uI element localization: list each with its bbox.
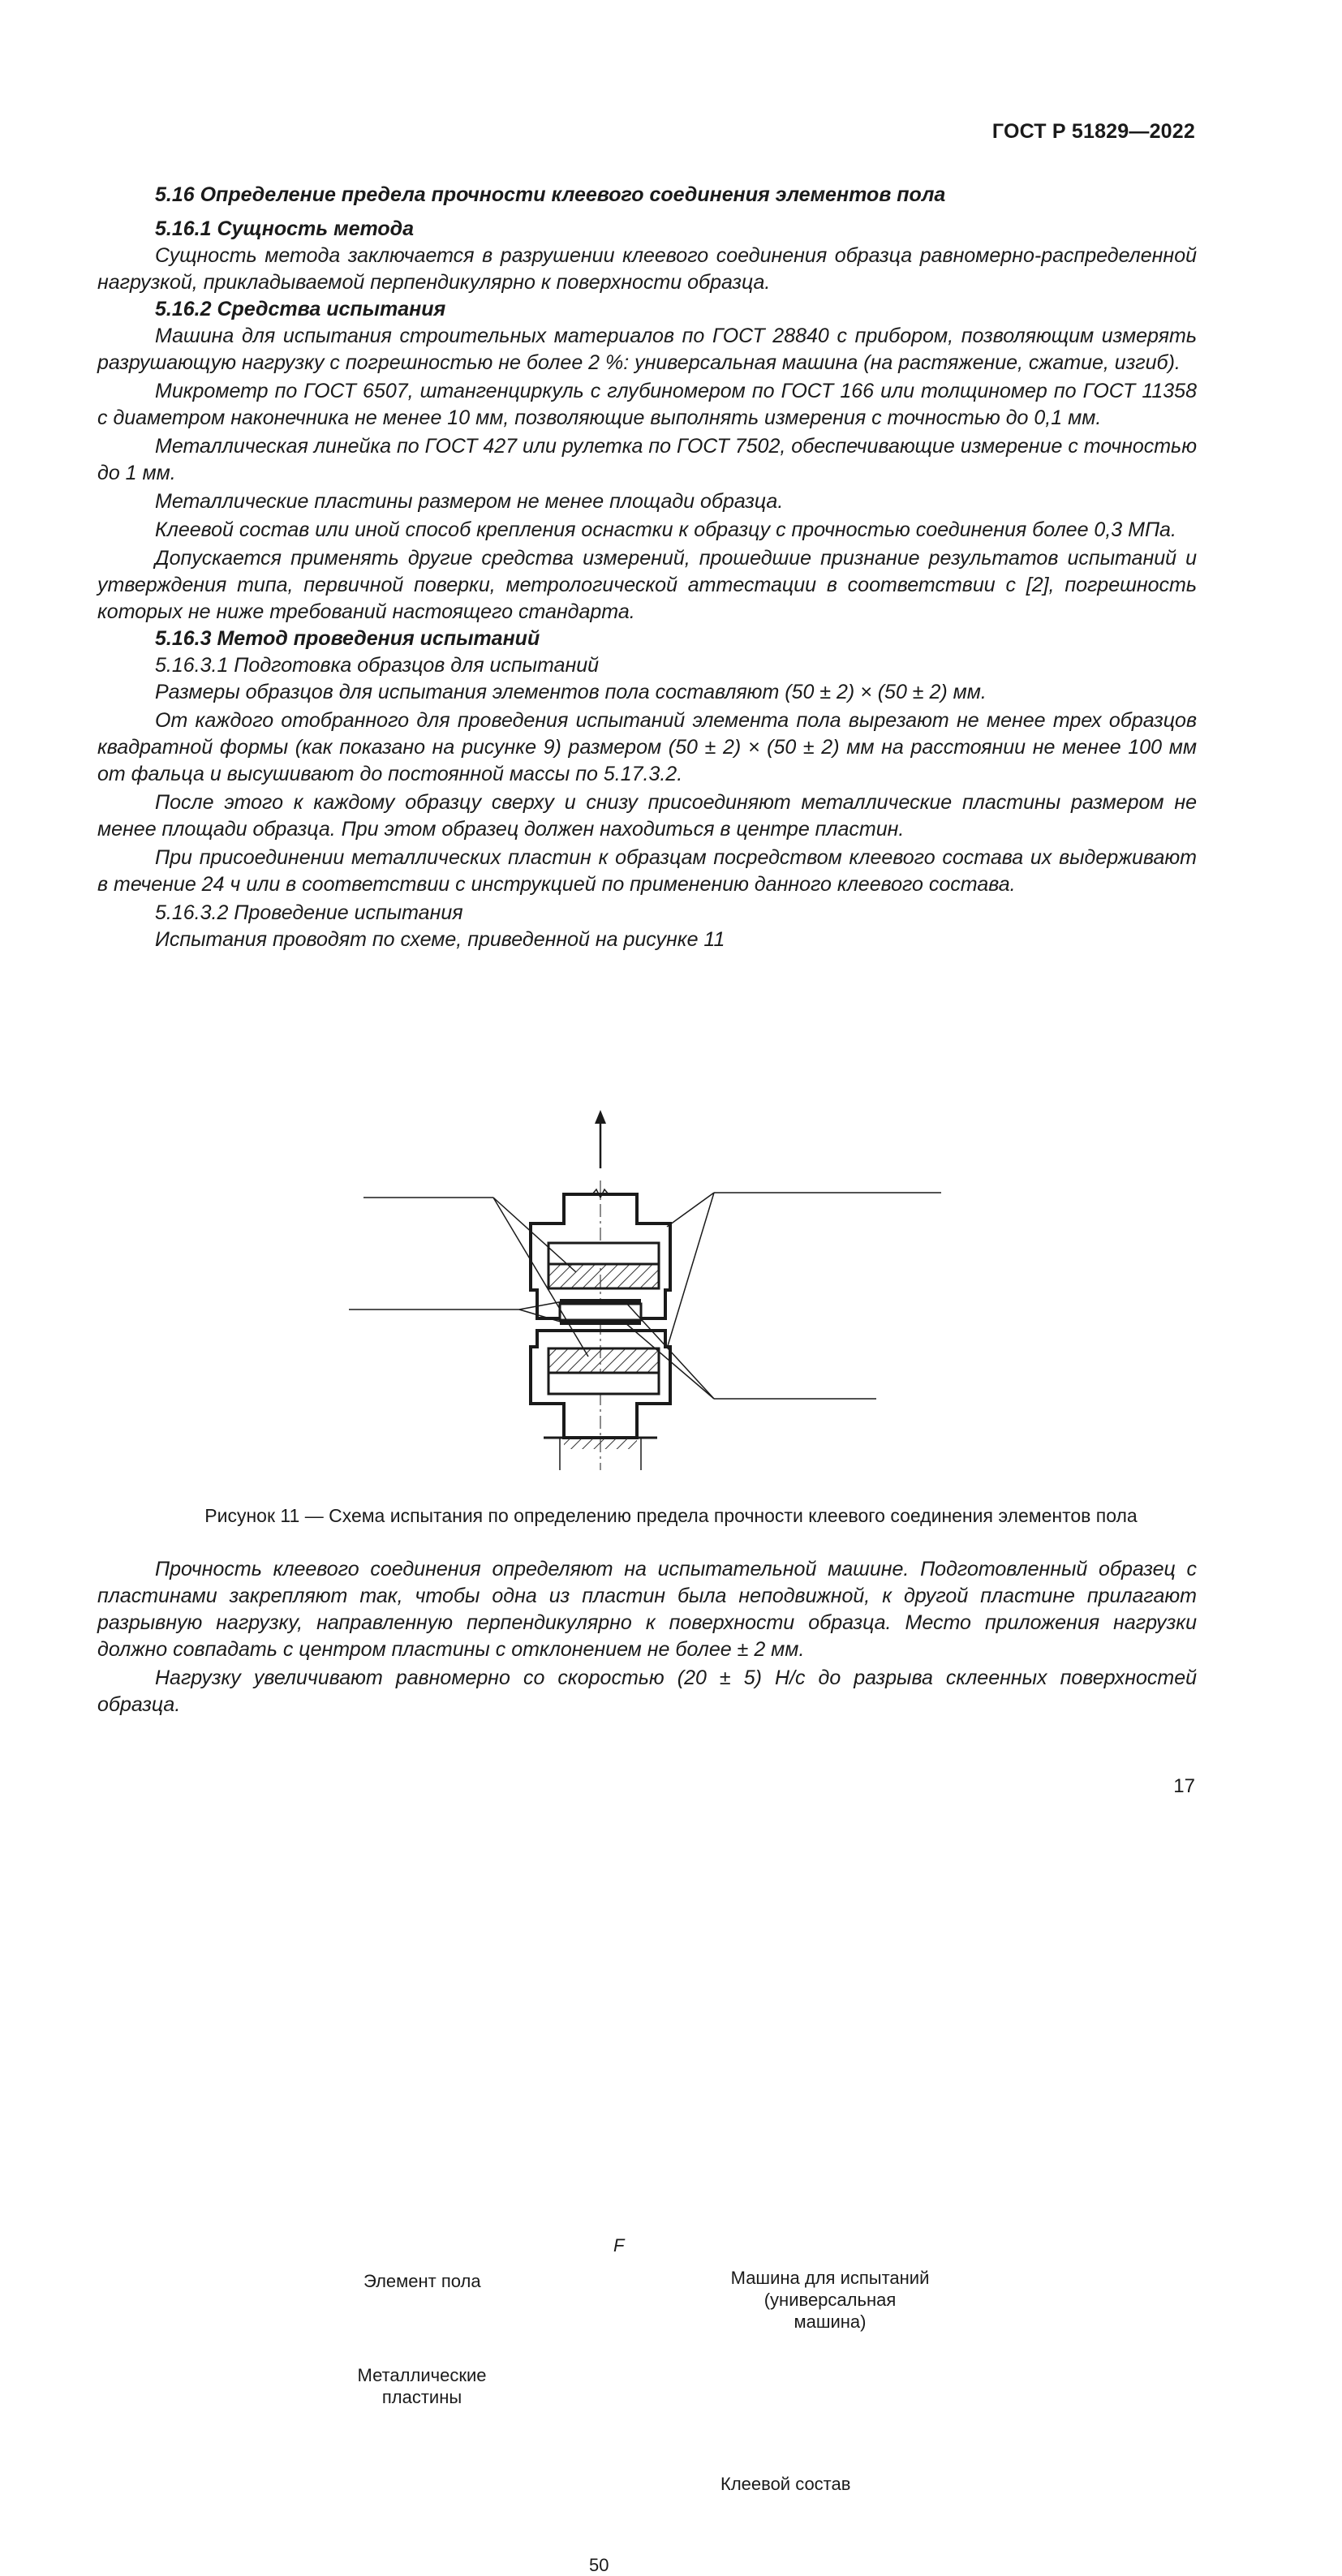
subsection-title: 5.16.1 Сущность метода	[155, 217, 415, 240]
subsection-title: 5.16.2 Средства испытания	[155, 298, 446, 320]
paragraph: При присоединении металлических пластин к образцам посредством клеевого состава их выдерживают в течение 24 ч или в соответствии с инструкцией по применению данного клеевого состава.	[97, 846, 1197, 896]
label-test-machine	[720, 2267, 940, 2333]
label-metal-plates	[351, 2364, 493, 2408]
paragraph: Металлическая линейка по ГОСТ 427 или рулетка по ГОСТ 7502, обеспечивающие измерение с точностью до 1 мм.	[97, 435, 1197, 484]
document-id: ГОСТ Р 51829—2022	[991, 120, 1195, 143]
paragraph: Машина для испытания строительных материалов по ГОСТ 28840 с прибором, позволяющим измерять разрушающую нагрузку с погрешностью не более 2 %: универсальная машина (на растяжение, сжатие, изгиб).	[97, 325, 1197, 374]
leader-plates-1	[519, 1301, 563, 1310]
page-number: 17	[1173, 1775, 1195, 1797]
leader-machine-1	[667, 1193, 714, 1227]
paragraph: Допускается применять другие средства измерений, прошедшие признание результатов испытаний и утверждения типа, первичной поверки, метрологической аттестации в соответствии с [2], погрешность которых не ниже требований настоящего стандарта.	[97, 547, 1197, 623]
main-text-continued	[97, 1556, 1197, 1718]
paragraph: Клеевой состав или иной способ крепления оснастки к образцу с прочностью соединения более 0,3 МПа.	[155, 518, 1176, 541]
paragraph: От каждого отобранного для проведения испытаний элемента пола вырезают не менее трех образцов квадратной формы (как показано на рисунке 9) размером (50 ± 2) × (50 ± 2) мм на расстоянии не менее 100 мм от фальца и высушивают до постоянной массы по 5.17.3.2.	[97, 709, 1197, 785]
subsection-title: 5.16.3 Метод проведения испытаний	[155, 627, 540, 650]
metal-plate-bottom	[560, 1320, 641, 1325]
paragraph: После этого к каждому образцу сверху и снизу присоединяют металлические пластины размером не менее площади образца. При этом образец должен находиться в центре пластин.	[97, 791, 1197, 841]
label-machine-line2: (универсальная	[763, 2290, 897, 2310]
upper-floor-element	[548, 1264, 659, 1288]
force-arrow-head	[595, 1110, 606, 1124]
figure-caption: Рисунок 11 — Схема испытания по определению предела прочности клеевого соединения элементов пола	[204, 1505, 1138, 1526]
section-heading: 5.16 Определение предела прочности клеевого соединения элементов пола	[155, 183, 946, 206]
paragraph: Прочность клеевого соединения определяют на испытательной машине. Подготовленный образец с пластинами закрепляют так, чтобы одна из пластин была неподвижной, к другой пластине прилагают разрывную нагрузку, направленную перпендикулярно к поверхности образца. Место приложения нагрузки должно совпадать с центром пластины с отклонением не более ± 2 мм.	[97, 1558, 1197, 1661]
fixed-base	[564, 1438, 637, 1449]
leader-plates-2	[519, 1310, 563, 1322]
test-scheme-drawing	[0, 1097, 1342, 1470]
lower-grip-slot	[548, 1373, 659, 1394]
label-floor-element: Элемент пола	[363, 2271, 481, 2291]
force-label: F	[613, 2235, 625, 2256]
label-machine-line1: Машина для испытаний	[730, 2268, 930, 2288]
upper-grip-slot	[548, 1243, 659, 1264]
label-glue: Клеевой состав	[720, 2474, 851, 2494]
label-machine-line3: машина)	[794, 2312, 867, 2332]
clause-title: 5.16.3.2 Проведение испытания	[155, 901, 463, 924]
label-metal-plates-line1: Металлические	[357, 2365, 487, 2385]
dimension-label: 50	[589, 2555, 609, 2575]
leader-machine-2	[667, 1193, 714, 1348]
main-text	[97, 182, 1197, 953]
paragraph: Испытания проводят по схеме, приведенной на рисунке 11	[155, 928, 725, 951]
paragraph: Микрометр по ГОСТ 6507, штангенциркуль с глубиномером по ГОСТ 166 или толщиномер по ГОСТ 11358 с диаметром наконечника не менее 10 мм, позволяющие выполнять измерения с точностью до 0,1 мм.	[97, 380, 1197, 429]
clause-title: 5.16.3.1 Подготовка образцов для испытаний	[155, 654, 600, 677]
paragraph: Металлические пластины размером не менее площади образца.	[155, 490, 784, 513]
paragraph: Размеры образцов для испытания элементов пола составляют (50 ± 2) × (50 ± 2) мм.	[155, 681, 987, 703]
paragraph: Нагрузку увеличивают равномерно со скоростью (20 ± 5) Н/с до разрыва склеенных поверхностей образца.	[97, 1666, 1197, 1716]
label-metal-plates-line2: пластины	[381, 2387, 462, 2407]
lower-floor-element	[548, 1348, 659, 1373]
paragraph: Сущность метода заключается в разрушении клеевого соединения образца равномерно-распределенной нагрузкой, прикладываемой перпендикулярно к поверхности образца.	[97, 244, 1197, 294]
